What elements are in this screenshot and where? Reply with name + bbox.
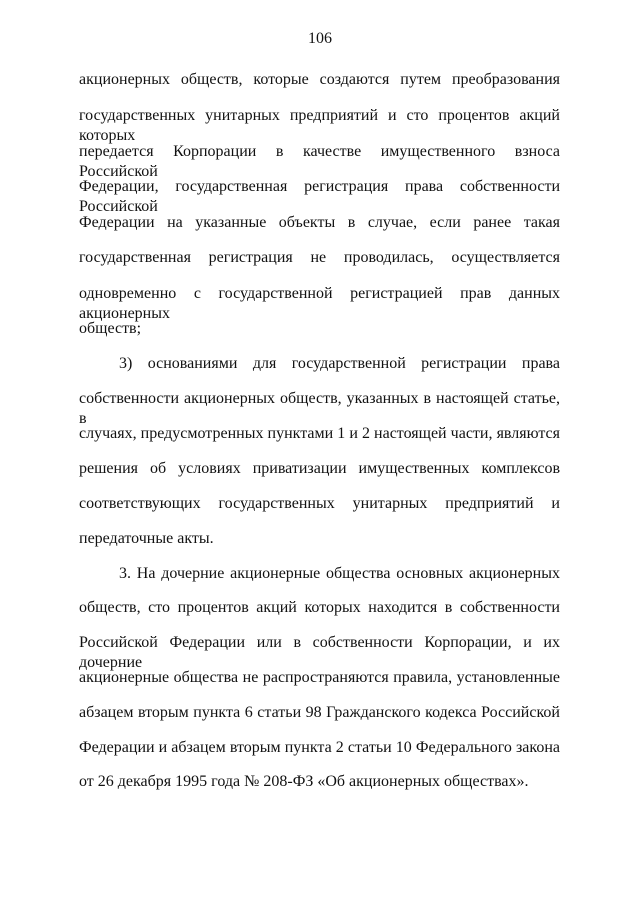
page-number: 106 bbox=[308, 30, 332, 47]
paragraph-1-line-4: Федерации, государственная регистрация права собственности Российской bbox=[79, 178, 560, 215]
paragraph-1-line-5: Федерации на указанные объекты в случае, если ранее такая bbox=[79, 214, 560, 231]
paragraph-3-line-1: 3. На дочерние акционерные общества основных акционерных bbox=[119, 565, 560, 582]
paragraph-3-line-7: от 26 декабря 1995 года № 208-ФЗ «Об акционерных обществах». bbox=[79, 773, 529, 790]
paragraph-3-line-4: акционерные общества не распространяются правила, установленные bbox=[79, 669, 560, 686]
paragraph-1-line-2: государственных унитарных предприятий и сто процентов акций которых bbox=[79, 107, 560, 144]
paragraph-3-line-6: Федерации и абзацем вторым пункта 2 статьи 10 Федерального закона bbox=[79, 739, 560, 756]
paragraph-2-line-5: соответствующих государственных унитарных предприятий и bbox=[79, 495, 560, 512]
paragraph-1-line-8: обществ; bbox=[79, 320, 142, 337]
paragraph-3-line-5: абзацем вторым пункта 6 статьи 98 Гражданского кодекса Российской bbox=[79, 704, 560, 721]
paragraph-1-line-6: государственная регистрация не проводилась, осуществляется bbox=[79, 249, 560, 266]
paragraph-1-line-7: одновременно с государственной регистрацией прав данных акционерных bbox=[79, 285, 560, 322]
paragraph-1-line-1: акционерных обществ, которые создаются путем преобразования bbox=[79, 71, 560, 88]
paragraph-3-line-3: Российской Федерации или в собственности Корпорации, и их дочерние bbox=[79, 634, 560, 671]
paragraph-2-line-2: собственности акционерных обществ, указанных в настоящей статье, в bbox=[79, 390, 560, 427]
paragraph-2-line-6: передаточные акты. bbox=[79, 530, 214, 547]
paragraph-2-line-3: случаях, предусмотренных пунктами 1 и 2 настоящей части, являются bbox=[79, 425, 560, 442]
paragraph-1-line-3: передается Корпорации в качестве имущественного взноса Российской bbox=[79, 143, 560, 180]
paragraph-3-line-2: обществ, сто процентов акций которых находится в собственности bbox=[79, 599, 560, 616]
paragraph-2-line-1: 3) основаниями для государственной регистрации права bbox=[119, 355, 560, 372]
paragraph-2-line-4: решения об условиях приватизации имущественных комплексов bbox=[79, 460, 560, 477]
